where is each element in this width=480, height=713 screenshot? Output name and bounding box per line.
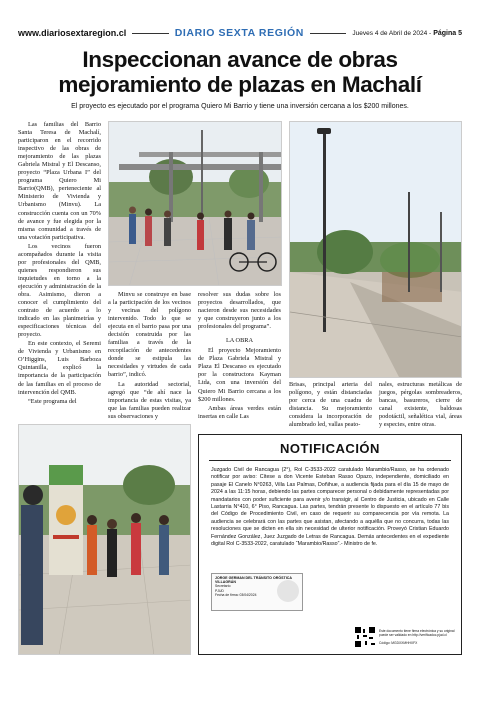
- issue-date: Jueves 4 de Abril de 2024 -: [352, 29, 432, 37]
- paragraph: Los vecinos fueron acompañados durante la visita por profesionales del QMB, quienes respondieron sus inquietudes en torno a la ejecución y administración de la obra. Asimismo, dieron a conocer el cumplimiento del contrato de acuerdo a lo indicado en las planimetrías y especificaciones técnicas del proyecto.: [18, 242, 101, 339]
- article-column-3: [198, 291, 281, 421]
- notice-rule: [209, 460, 451, 461]
- header-rule: [310, 33, 346, 34]
- paragraph: resolver sus dudas sobre los proyectos desarrollados, que nacieron desde sus necesidades y que construyeron junto a los profesionales del programa”.: [198, 291, 281, 331]
- paragraph: En este contexto, el Seremi de Vivienda y Urbanismo en O’Higgins, Luis Barboza Quintanilla, explicó la importancia de la participación de las familias en el proceso de intervención del QMB.: [18, 340, 101, 396]
- paragraph: Las familias del Barrio Santa Teresa de Machalí, participaron en el recorrido inspectivo de las obras de mejoramiento de las plazas Gabriela Mistral y El Descanso, proyecto “Plaza Urbana I” del programa Quiero Mi Barrio(QMB), perteneciente al Ministerio de Vivienda y Urbanismo (Minvu). La construcción cuenta con un 70% de avance y fue elegida por la misma comunidad a través de una votación participativa.: [18, 121, 101, 241]
- article-column-4: [289, 381, 372, 429]
- pjud-seal-icon: [277, 580, 299, 602]
- section-heading: LA OBRA: [225, 337, 254, 345]
- notice-title: NOTIFICACIÓN: [280, 441, 380, 456]
- paragraph: nales, estructuras metálicas de juegos, pérgolas sombreaderos, bancas, basureros, cierre de canal existente, baldosas podotáctil, señalética vial, áreas y especies, entre otras.: [379, 381, 462, 429]
- paragraph: “Este programa del: [28, 397, 77, 405]
- paragraph: Brisas, principal arteria del polígono, y están distanciadas por cerca de una cuadra de distancia. Su mejoramiento considera la incorporación de alumbrado led, vallas peato-: [289, 381, 372, 429]
- electronic-signature-box: [211, 573, 303, 611]
- article-headline: Inspeccionan avance de obras mejoramiento de plazas en Machalí: [58, 47, 422, 97]
- photo-plaza-sign: [18, 424, 191, 655]
- signature-name: JORGE GERMAN DEL TRÁNSITO ORÓSTICA VILLAGRÁN: [215, 576, 292, 585]
- photo-plaza-lamps: [289, 121, 462, 378]
- page-header: [18, 26, 462, 40]
- paragraph: Minvu se construye en base a la participación de los vecinos y vecinas del polígono intervenido. Todo lo que se ejecuta en el barrio pasa por una decisión construida por las familias a través de la recopilación de antecedentes donde se estipula las necesidades y virtudes de cada barrio”, indicó.: [108, 291, 191, 379]
- paragraph: Ambas áreas verdes están insertas en calle Las: [198, 404, 281, 420]
- article-column-2: [108, 291, 191, 421]
- qr-validation-note: Este documento tiene firma electrónica y su original puede ser validado en http://verificadoc.pjud.cl: [379, 629, 455, 638]
- plaza-lamps-image: [290, 122, 462, 378]
- header-rule: [132, 33, 168, 34]
- photo-plaza-visit: [108, 121, 282, 286]
- plaza-visit-image: [109, 122, 282, 286]
- article-column-1: [18, 121, 101, 406]
- article-column-5: [379, 381, 462, 429]
- paragraph: La autoridad sectorial, agregó que “de ahí nace la importancia de estas visitas, ya que las familias pueden realizar sus observaciones y: [108, 380, 191, 420]
- notice-body: Juzgado Civil de Rancagua (2°), Rol C-3533-2022 caratulado Marambio/Rasso, se ha ordenado notificar por aviso: Cítese a don Vicente Esteban Rasso Opazo, independiente, domiciliado en pasaje El Canelo N°0263, Villa Las Palmas, Doñihue, a audiencia fijada para el día 15 de mayo de 2024 a las 11:15 horas, debiendo las partes comparecer personal o debidamente representadas por mandatarios con poder suficiente para avenir y/o transigir, al Centro de Justicia, ubicado en Calle Lastarria N°410, 6° Piso, Rancagua. Las partes, tendrán presente lo dispuesto en el artículo 77 bis del Código de Procedimiento Civil, en caso de requerir su comparecencia por vía remota. La audiencia se celebrará con las partes que asistan, afectando a aquélla que no concurra, todas las resoluciones que se dicten en ella sin necesidad de ulterior notificación. Proveyó Cristian Eduardo Fernández González, Juez Juzgado de Letras de Rancagua. Demás antecedentes en el expediente digital Rol C-3533-2022, caratulado “Marambio/Rasso”.- Ministro de fe.: [211, 467, 449, 548]
- qr-validation-code: Código: MGDXXMHHXFX: [379, 640, 418, 645]
- article-subhead: El proyecto es ejecutado por el programa Quiero Mi Barrio y tiene una inversión cercana a los $200 millones.: [71, 103, 409, 110]
- qr-validation-text: [379, 629, 459, 645]
- page-number: Página 5: [433, 29, 462, 37]
- newspaper-brand: DIARIO SEXTA REGIÓN: [174, 27, 304, 39]
- signature-role: Secretario: [215, 584, 231, 589]
- signature-court: PJUD: [215, 588, 224, 593]
- signature-date: Fecha de firma: 03/04/2024: [215, 592, 257, 597]
- paragraph: El proyecto Mejoramiento de Plaza Gabriela Mistral y Plaza El Descanso es ejecutado por la constructora Kayman Ltda, con una inversión del Quiero Mi Barrio cercana a los $200 millones.: [198, 347, 281, 403]
- qr-code-icon[interactable]: [355, 627, 375, 647]
- plaza-sign-image: [19, 425, 191, 655]
- site-url[interactable]: www.diariosextaregion.cl: [18, 28, 127, 38]
- legal-notice: [198, 434, 462, 655]
